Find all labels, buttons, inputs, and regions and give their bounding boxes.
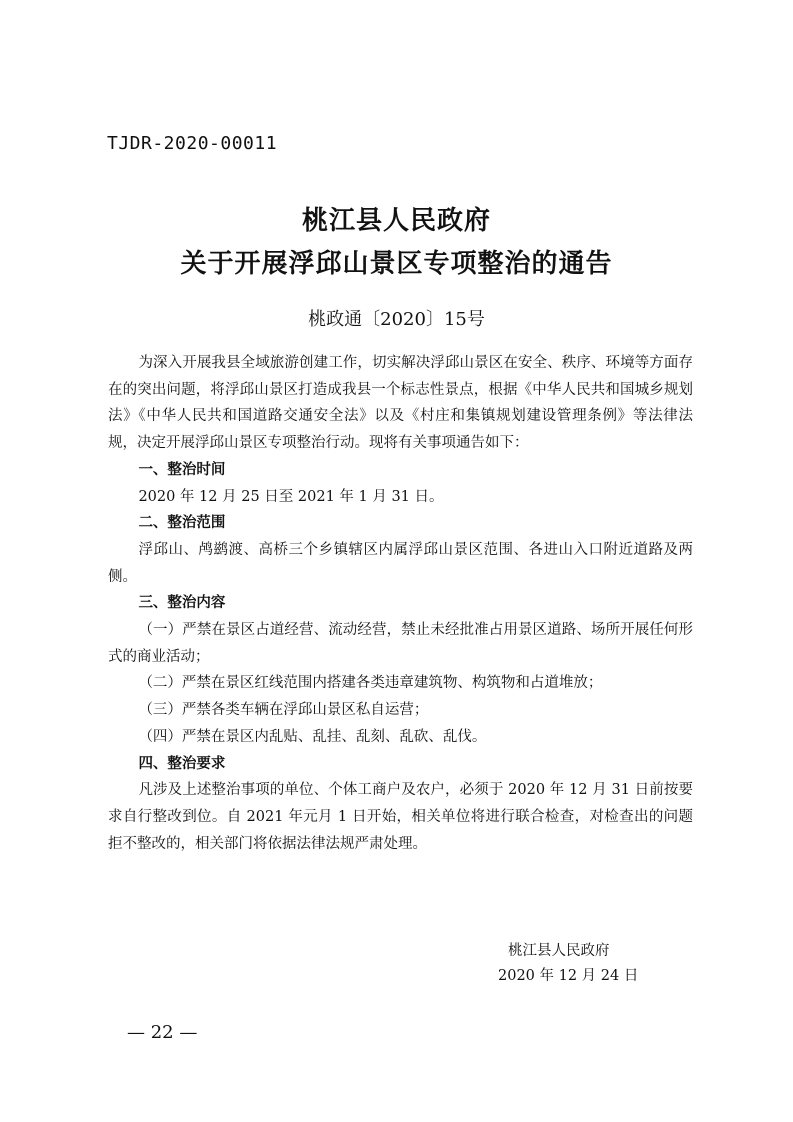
document-code: TJDR-2020-00011: [107, 133, 278, 154]
section-heading-content: 三、整治内容: [138, 595, 226, 612]
page-number: — 22 —: [127, 1022, 198, 1043]
section-heading-requirements: 四、整治要求: [138, 755, 226, 772]
signature-organization: 桃江县人民政府: [508, 943, 610, 959]
document-number: 桃政通〔2020〕15号: [308, 309, 485, 330]
content-item: （二）严禁在景区红线范围内搭建各类违章建筑物、构筑物和占道堆放；: [138, 675, 603, 692]
content-item: （三）严禁各类车辆在浮邱山景区私自运营；: [138, 702, 429, 719]
section-text-time: 2020 年 12 月 25 日至 2021 年 1 月 31 日。: [138, 488, 444, 505]
content-item: （四）严禁在景区内乱贴、乱挂、乱刻、乱砍、乱伐。: [138, 728, 487, 745]
section-heading-time: 一、整治时间: [138, 461, 226, 478]
content-item: （一）严禁在景区占道经营、流动经营，禁止未经批准占用景区道路、场所开展任何形式的商业活动；: [108, 622, 693, 665]
intro-paragraph: 为深入开展我县全域旅游创建工作，切实解决浮邱山景区在安全、秩序、环境等方面存在的突出问题，将浮邱山景区打造成我县一个标志性景点，根据《中华人民共和国城乡规划法》《中华人民共和国道路交通安全法》以及《村庄和集镇规划建设管理条例》等法律法规，决定开展浮邱山景区专项整治行动。现将有关事项通告如下：: [108, 355, 693, 452]
document-title-subject: 关于开展浮邱山景区专项整治的通告: [180, 249, 613, 279]
section-text-scope: 浮邱山、鸬鹚渡、高桥三个乡镇辖区内属浮邱山景区范围、各进山入口附近道路及两侧。: [108, 541, 693, 585]
section-heading-scope: 二、整治范围: [138, 515, 226, 532]
section-text-requirements: 凡涉及上述整治事项的单位、个体工商户及农户，必须于 2020 年 12 月 31 日前按要求自行整改到位。自 2021 年元月 1 日开始，相关单位将进行联合检查，对检查出的问题拒不整改的，相关部门将依据法律法规严肃处理。: [108, 782, 693, 852]
document-title-issuer: 桃江县人民政府: [301, 206, 491, 236]
document-body: [108, 350, 693, 857]
signature-date: 2020 年 12 月 24 日: [498, 968, 639, 984]
